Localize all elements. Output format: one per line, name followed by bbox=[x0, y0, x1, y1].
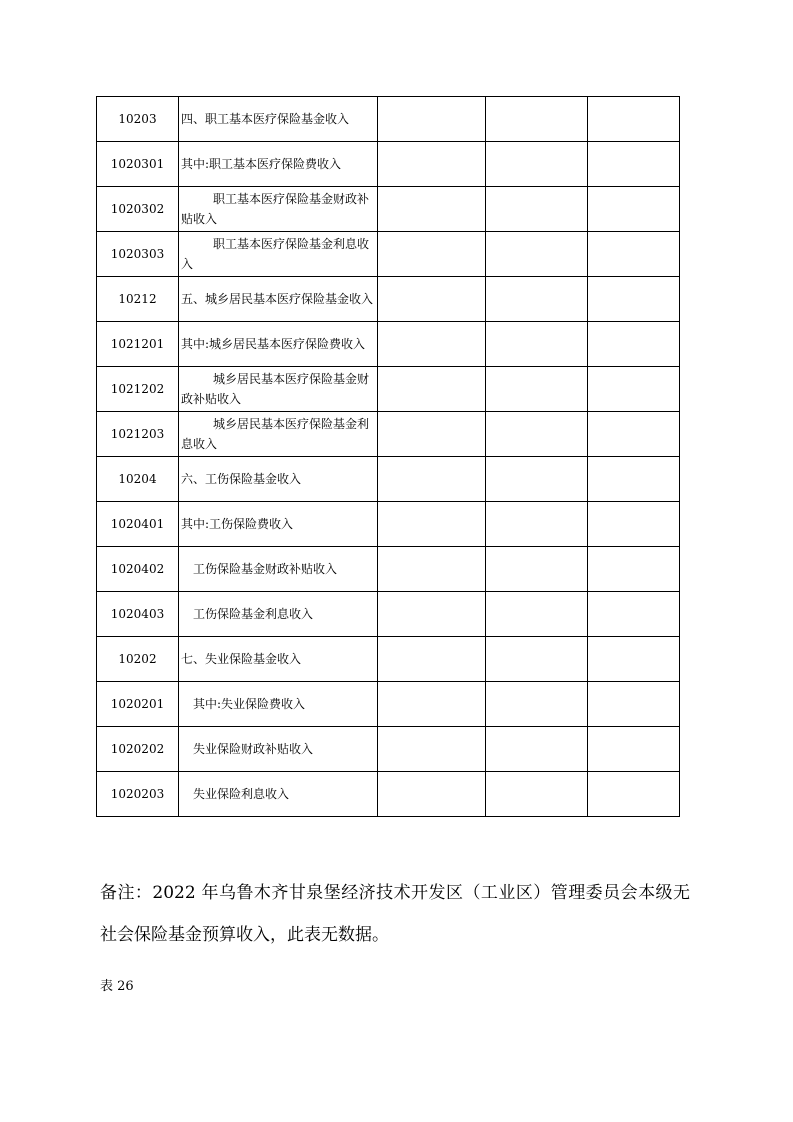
amount-cell bbox=[588, 637, 680, 682]
amount-cell bbox=[588, 727, 680, 772]
amount-cell bbox=[486, 277, 588, 322]
amount-cell bbox=[378, 97, 486, 142]
table-row bbox=[97, 367, 680, 412]
table-row bbox=[97, 142, 680, 187]
amount-cell bbox=[378, 142, 486, 187]
amount-cell bbox=[588, 97, 680, 142]
amount-cell bbox=[486, 772, 588, 817]
subject-name-cell: 四、职工基本医疗保险基金收入 bbox=[179, 97, 378, 142]
amount-cell bbox=[588, 277, 680, 322]
subject-code-cell: 1020402 bbox=[97, 547, 179, 592]
subject-name-cell: 其中:职工基本医疗保险费收入 bbox=[179, 142, 378, 187]
amount-cell bbox=[486, 142, 588, 187]
amount-cell bbox=[588, 142, 680, 187]
table-row bbox=[97, 682, 680, 727]
amount-cell bbox=[378, 412, 486, 457]
table-row bbox=[97, 457, 680, 502]
subject-name-cell: 五、城乡居民基本医疗保险基金收入 bbox=[179, 277, 378, 322]
amount-cell bbox=[378, 277, 486, 322]
table-row bbox=[97, 592, 680, 637]
table-body bbox=[97, 97, 680, 817]
subject-code-cell: 1021202 bbox=[97, 367, 179, 412]
amount-cell bbox=[378, 592, 486, 637]
amount-cell bbox=[378, 187, 486, 232]
table-row bbox=[97, 637, 680, 682]
subject-name-cell: 城乡居民基本医疗保险基金利息收入 bbox=[179, 412, 378, 457]
amount-cell bbox=[486, 97, 588, 142]
amount-cell bbox=[378, 367, 486, 412]
amount-cell bbox=[486, 232, 588, 277]
amount-cell bbox=[588, 502, 680, 547]
amount-cell bbox=[378, 547, 486, 592]
amount-cell bbox=[486, 187, 588, 232]
amount-cell bbox=[378, 232, 486, 277]
subject-code-cell: 1020303 bbox=[97, 232, 179, 277]
subject-code-cell: 10203 bbox=[97, 97, 179, 142]
amount-cell bbox=[378, 457, 486, 502]
amount-cell bbox=[378, 727, 486, 772]
amount-cell bbox=[588, 682, 680, 727]
subject-code-cell: 1020403 bbox=[97, 592, 179, 637]
table-row bbox=[97, 97, 680, 142]
amount-cell bbox=[588, 187, 680, 232]
amount-cell bbox=[378, 637, 486, 682]
table-row bbox=[97, 412, 680, 457]
amount-cell bbox=[588, 367, 680, 412]
amount-cell bbox=[486, 727, 588, 772]
amount-cell bbox=[486, 322, 588, 367]
subject-name-cell: 六、工伤保险基金收入 bbox=[179, 457, 378, 502]
subject-code-cell: 1020301 bbox=[97, 142, 179, 187]
amount-cell bbox=[486, 547, 588, 592]
amount-cell bbox=[588, 232, 680, 277]
subject-name-cell: 失业保险利息收入 bbox=[179, 772, 378, 817]
table-row bbox=[97, 502, 680, 547]
table-row bbox=[97, 322, 680, 367]
subject-code-cell: 1020302 bbox=[97, 187, 179, 232]
amount-cell bbox=[588, 322, 680, 367]
subject-code-cell: 10204 bbox=[97, 457, 179, 502]
amount-cell bbox=[486, 682, 588, 727]
amount-cell bbox=[588, 547, 680, 592]
table-row bbox=[97, 277, 680, 322]
amount-cell bbox=[378, 322, 486, 367]
amount-cell bbox=[486, 367, 588, 412]
amount-cell bbox=[486, 637, 588, 682]
subject-name-cell: 其中:失业保险费收入 bbox=[179, 682, 378, 727]
table-row bbox=[97, 547, 680, 592]
table-row bbox=[97, 232, 680, 277]
subject-code-cell: 1020401 bbox=[97, 502, 179, 547]
subject-code-cell: 1020202 bbox=[97, 727, 179, 772]
amount-cell bbox=[378, 682, 486, 727]
amount-cell bbox=[588, 772, 680, 817]
subject-code-cell: 1020203 bbox=[97, 772, 179, 817]
amount-cell bbox=[486, 457, 588, 502]
subject-name-cell: 城乡居民基本医疗保险基金财政补贴收入 bbox=[179, 367, 378, 412]
subject-code-cell: 1020201 bbox=[97, 682, 179, 727]
subject-code-cell: 10202 bbox=[97, 637, 179, 682]
table-row bbox=[97, 727, 680, 772]
subject-name-cell: 工伤保险基金财政补贴收入 bbox=[179, 547, 378, 592]
subject-name-cell: 职工基本医疗保险基金财政补贴收入 bbox=[179, 187, 378, 232]
amount-cell bbox=[378, 502, 486, 547]
subject-code-cell: 1021203 bbox=[97, 412, 179, 457]
amount-cell bbox=[588, 592, 680, 637]
subject-name-cell: 七、失业保险基金收入 bbox=[179, 637, 378, 682]
subject-name-cell: 工伤保险基金利息收入 bbox=[179, 592, 378, 637]
budget-table bbox=[96, 96, 680, 817]
note-text: 备注：2022 年乌鲁木齐甘泉堡经济技术开发区（工业区）管理委员会本级无社会保险基金预算收入，此表无数据。 bbox=[100, 883, 690, 945]
amount-cell bbox=[378, 772, 486, 817]
amount-cell bbox=[588, 412, 680, 457]
subject-code-cell: 10212 bbox=[97, 277, 179, 322]
table-row bbox=[97, 772, 680, 817]
subject-name-cell: 其中:城乡居民基本医疗保险费收入 bbox=[179, 322, 378, 367]
amount-cell bbox=[486, 592, 588, 637]
subject-code-cell: 1021201 bbox=[97, 322, 179, 367]
subject-name-cell: 其中:工伤保险费收入 bbox=[179, 502, 378, 547]
subject-name-cell: 职工基本医疗保险基金利息收入 bbox=[179, 232, 378, 277]
amount-cell bbox=[486, 502, 588, 547]
table-row bbox=[97, 187, 680, 232]
subject-name-cell: 失业保险财政补贴收入 bbox=[179, 727, 378, 772]
table-label: 表 26 bbox=[100, 979, 134, 994]
amount-cell bbox=[486, 412, 588, 457]
amount-cell bbox=[588, 457, 680, 502]
